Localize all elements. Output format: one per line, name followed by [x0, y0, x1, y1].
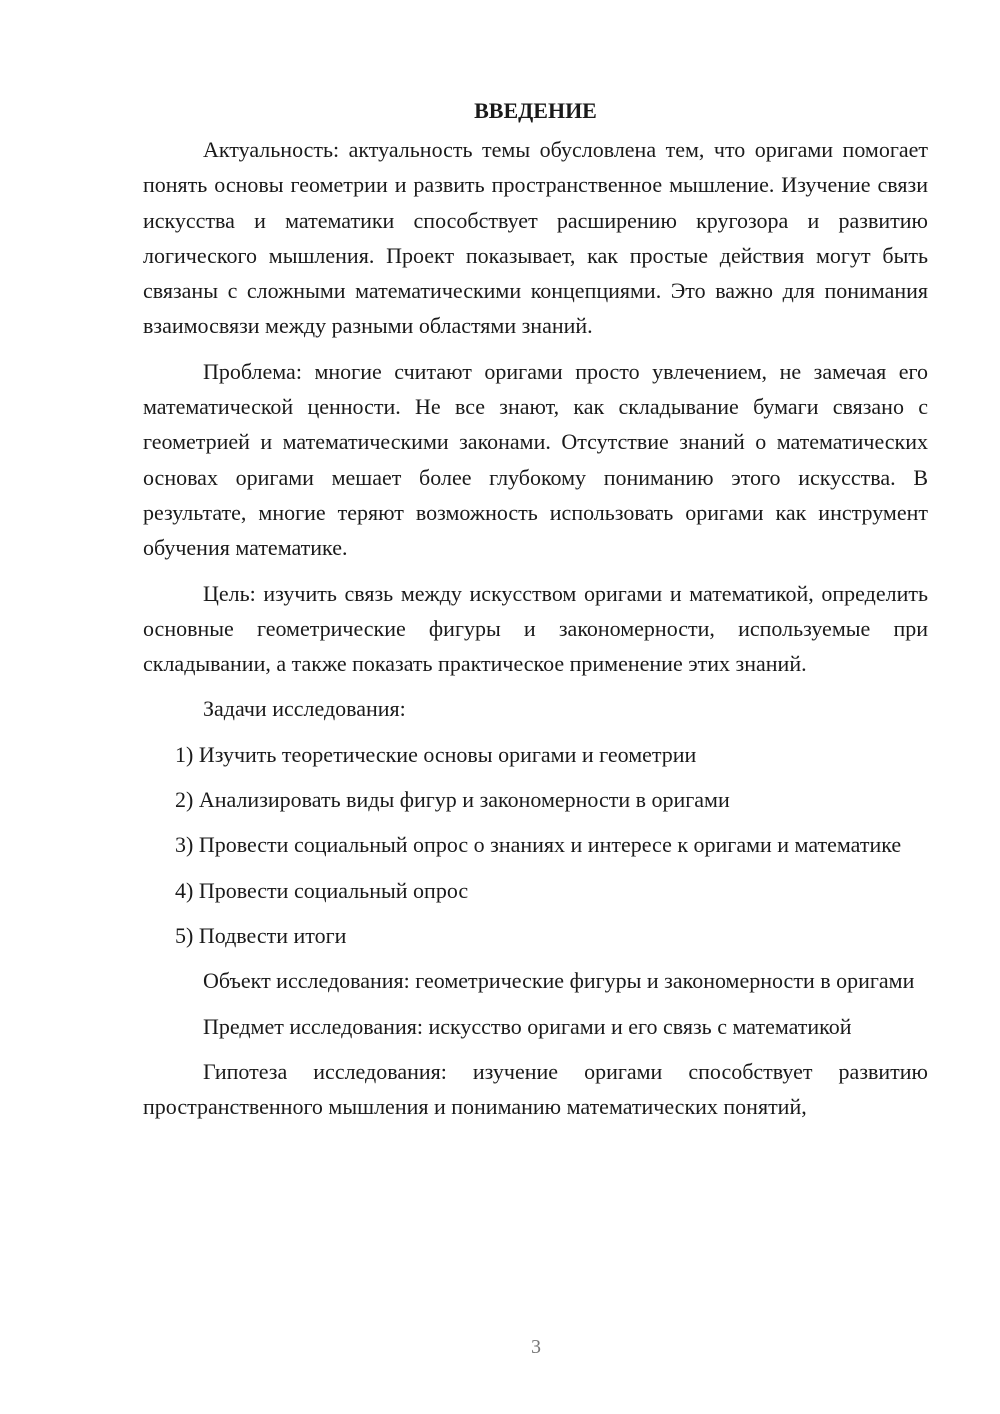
- paragraph-relevance: Актуальность: актуальность темы обусловлена тем, что оригами помогает понять основы геометрии и развить пространственное мышление. Изучение связи искусства и математики способствует расширению кругозора и развитию логического мышления. Проект показывает, как простые действия могут быть связаны с сложными математическими концепциями. Это важно для понимания взаимосвязи между разными областями знаний.: [143, 137, 928, 339]
- task-item-5: 5) Подвести итоги: [175, 922, 347, 948]
- paragraph-goal: Цель: изучить связь между искусством оригами и математикой, определить основные геометрические фигуры и закономерности, используемые при складывании, а также показать практическое применение этих знаний.: [143, 580, 928, 677]
- paragraph-hypothesis: Гипотеза исследования: изучение оригами способствует развитию пространственного мышления и пониманию математических понятий,: [143, 1058, 928, 1120]
- paragraph-subject: Предмет исследования: искусство оригами и его связь с математикой: [203, 1013, 852, 1039]
- task-item-1: 1) Изучить теоретические основы оригами и геометрии: [175, 741, 697, 767]
- task-item-3: 3) Провести социальный опрос о знаниях и интересе к оригами и математике: [175, 832, 902, 858]
- task-item-2: 2) Анализировать виды фигур и закономерности в оригами: [175, 787, 730, 813]
- document-page: [143, 94, 928, 1134]
- page-number: 3: [531, 1336, 541, 1358]
- document-title: ВВЕДЕНИЕ: [474, 98, 597, 123]
- paragraph-object: Объект исследования: геометрические фигуры и закономерности в оригами: [203, 968, 915, 994]
- tasks-heading: Задачи исследования:: [203, 696, 406, 722]
- task-item-4: 4) Провести социальный опрос: [175, 877, 469, 903]
- paragraph-problem: Проблема: многие считают оригами просто увлечением, не замечая его математической ценности. Не все знают, как складывание бумаги связано с геометрией и математическими законами. Отсутствие знаний о математических основах оригами мешает более глубокому пониманию этого искусства. В результате, многие теряют возможность использовать оригами как инструмент обучения математике.: [143, 358, 928, 561]
